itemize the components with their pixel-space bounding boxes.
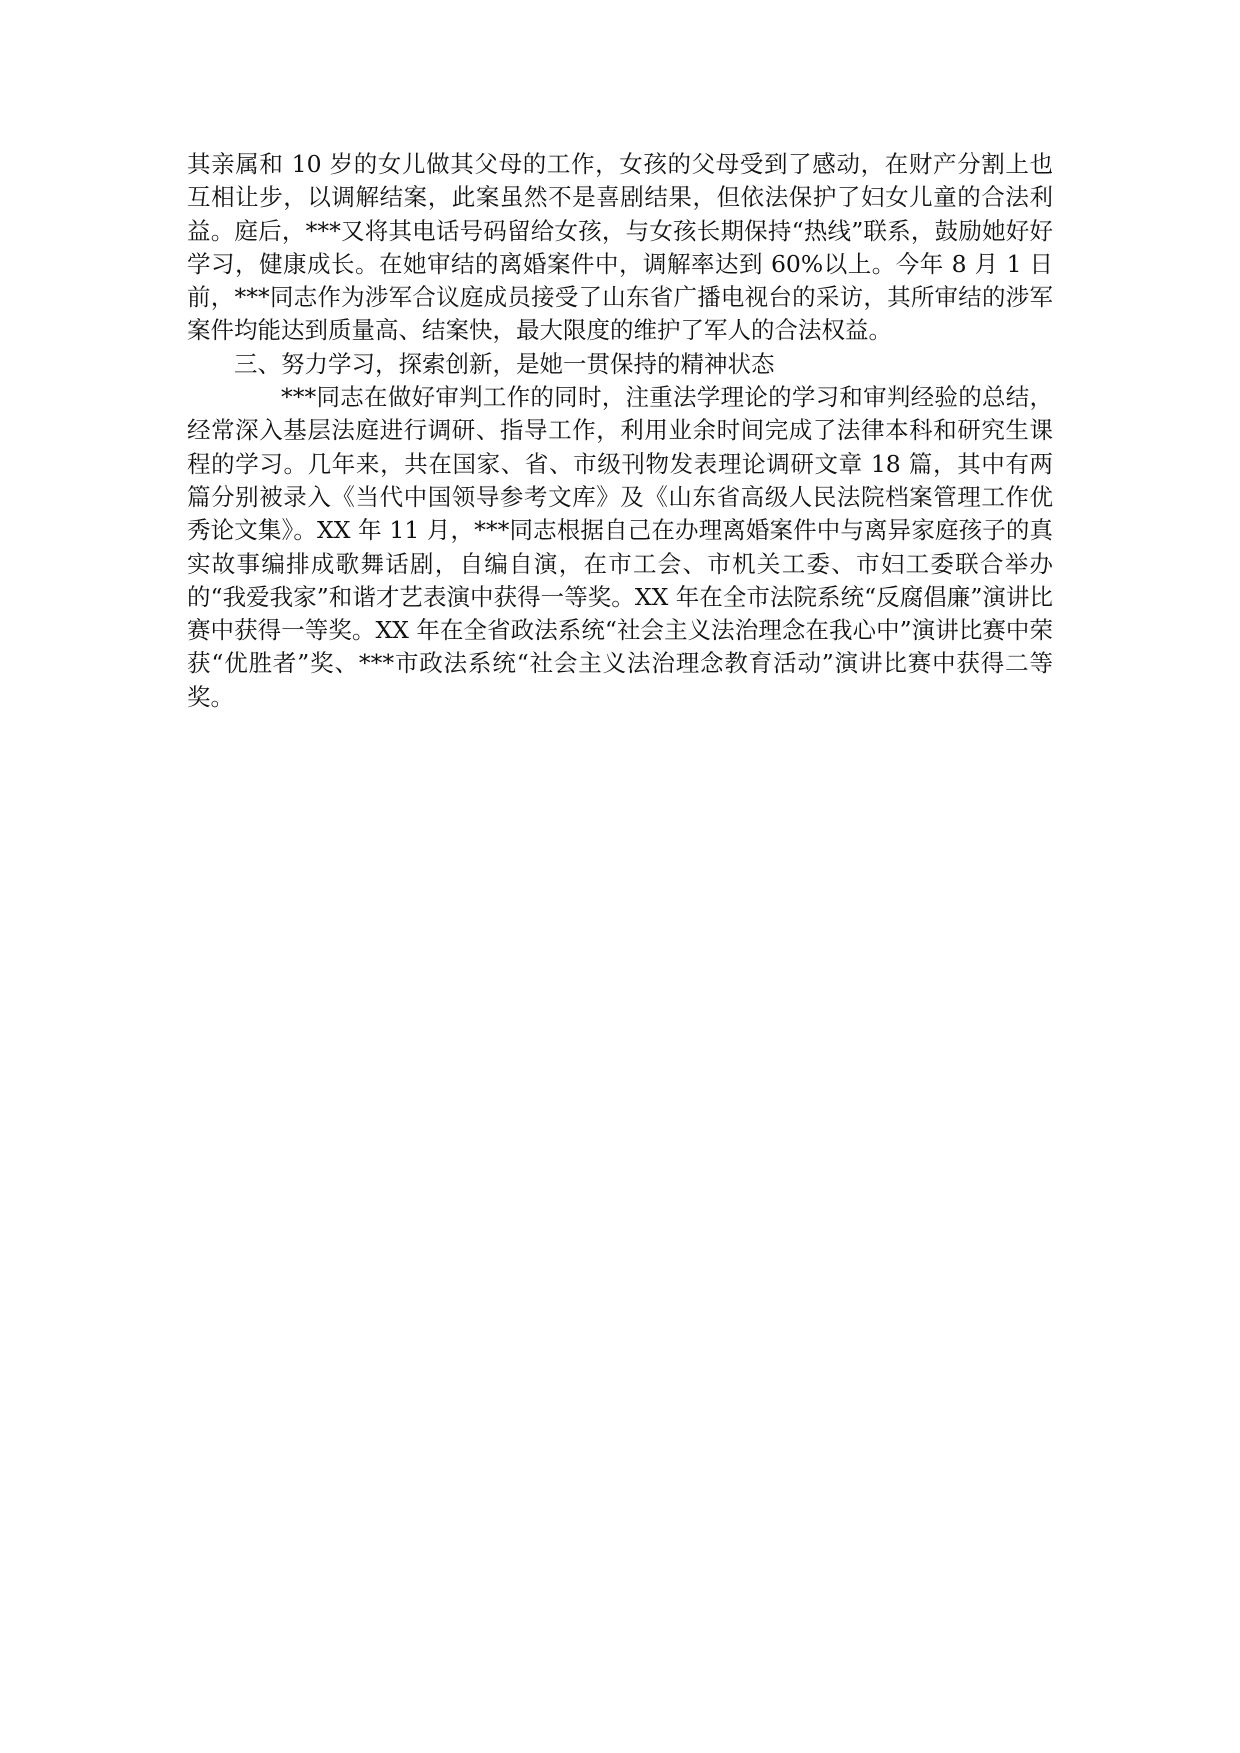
section-heading-3: 三、努力学习，探索创新，是她一贯保持的精神状态 (234, 349, 775, 378)
paragraph-study-innovation: ***同志在做好审判工作的同时，注重法学理论的学习和审判经验的总结，经常深入基层法庭进行调研、指导工作，利用业余时间完成了法律本科和研究生课程的学习。几年来，共在国家、省、市级刊物发表理论调研文章 18 篇，其中有两篇分别被录入《当代中国领导参考文库》及《山东省高级人民法院档案管理工作优秀论文集》。XX 年 11 月，***同志根据自己在办理离婚案件中与离异家庭孩子的真实故事编排成歌舞话剧，自编自演，在市工会、市机关工委、市妇工委联合举办的“我爱我家”和谐才艺表演中获得一等奖。XX 年在全市法院系统“反腐倡廉”演讲比赛中获得一等奖。XX 年在全省政法系统“社会主义法治理念在我心中”演讲比赛中荣获“优胜者”奖、***市政法系统“社会主义法治理念教育活动”演讲比赛中获得二等奖。 (187, 383, 1053, 711)
paragraph-continued: 其亲属和 10 岁的女儿做其父母的工作，女孩的父母受到了感动，在财产分割上也互相让步，以调解结案，此案虽然不是喜剧结果，但依法保护了妇女儿童的合法利益。庭后，***又将其电话号码留给女孩，与女孩长期保持“热线”联系，鼓励她好好学习，健康成长。在她审结的离婚案件中，调解率达到 60%以上。今年 8 月 1 日前，***同志作为涉军合议庭成员接受了山东省广播电视台的采访，其所审结的涉军案件均能达到质量高、结案快，最大限度的维护了军人的合法权益。 (187, 150, 1053, 345)
document-body (187, 148, 1053, 714)
